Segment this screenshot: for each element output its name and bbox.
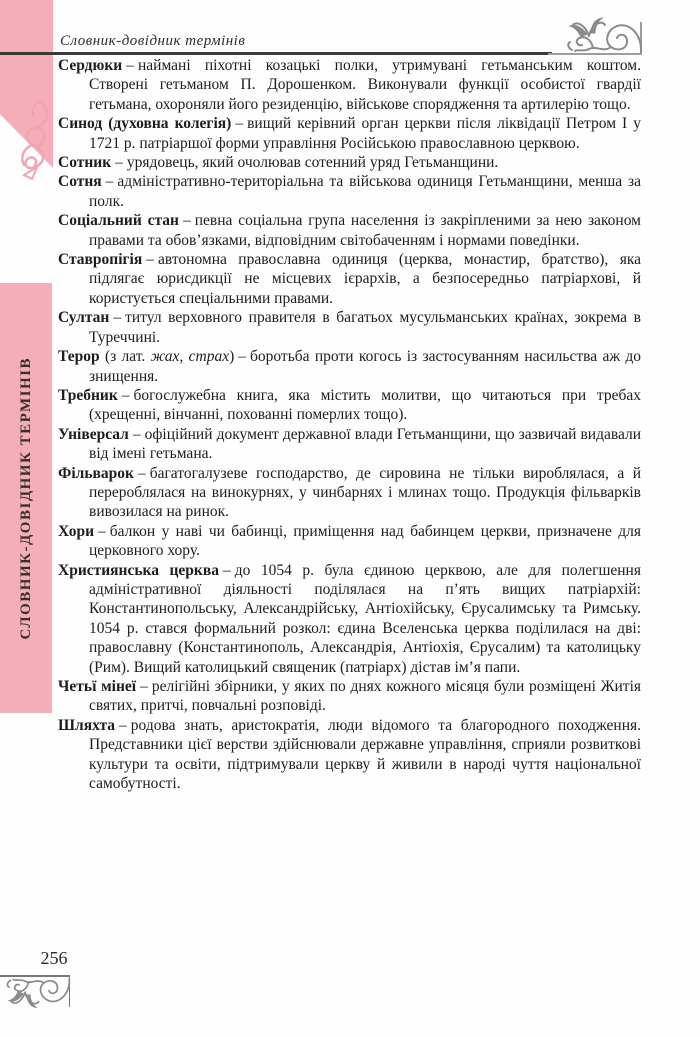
glossary-entry xyxy=(58,425,641,464)
spine-band xyxy=(0,283,52,713)
scroll-ornament-top-left-icon xyxy=(15,97,61,183)
glossary-entry xyxy=(58,522,641,561)
glossary-entry xyxy=(58,308,641,347)
entry-definition: певна соціальна група населення із закріпленими за нею законом правами та обов’язками, відповідним світобаченням і нормами поведінки. xyxy=(89,212,641,249)
glossary-entry xyxy=(58,716,641,794)
glossary-entry xyxy=(58,386,641,425)
entry-term: Сотня xyxy=(58,173,102,191)
entry-definition: автономна православна одиниця (церква, монастир, братство), яка підлягає юрисдикції не місцевих ієрархів, а безпосередньо патріархові, й користується спеціальними правами. xyxy=(89,251,641,307)
entry-definition: наймані піхотні козацькі полки, утримувані гетьманським коштом. Створені гетьманом П. Дорошенком. Виконували функції особистої гвардії гетьмана, охороняли його резиденцію, військове спорядження та артилерію тощо. xyxy=(89,57,641,113)
dash-separator: – xyxy=(113,309,122,327)
entry-term: Соціальний стан xyxy=(58,212,179,230)
entry-term: Требник xyxy=(58,386,118,404)
glossary-entry xyxy=(58,250,641,308)
entry-note-latin: жах, страх xyxy=(150,348,230,366)
dash-separator: – xyxy=(140,678,148,695)
entry-note-suffix: ) xyxy=(229,348,235,366)
glossary-entry xyxy=(58,561,641,677)
glossary-entry xyxy=(58,211,641,250)
entry-definition: богослужебна книга, яка містить молитви, що читаються при требах (хрещенні, вінчанні, похованні померлих тощо). xyxy=(89,386,641,424)
entry-term: Султан xyxy=(58,309,110,327)
running-header: Словник-довідник термінів xyxy=(60,33,246,49)
dash-separator: – xyxy=(182,212,191,230)
glossary-entry xyxy=(58,56,641,114)
glossary-entry xyxy=(58,677,641,716)
entry-definition: урядовець, який очолював сотенний уряд Гетьманщини. xyxy=(126,154,499,172)
entry-definition: релігійні збірники, у яких по днях кожного місяця були розміщені Житія святих, притчі, повчальні розповіді. xyxy=(89,678,642,715)
scroll-ornament-top-right-icon xyxy=(563,14,643,54)
entry-term: Сотник xyxy=(58,154,112,172)
dash-separator: – xyxy=(119,716,127,734)
glossary-entry xyxy=(58,464,641,522)
dash-separator: – xyxy=(146,251,155,269)
glossary-list xyxy=(58,56,641,793)
dash-separator: – xyxy=(132,425,141,443)
entry-term: Фільварок xyxy=(58,464,134,482)
dash-separator: – xyxy=(98,522,106,540)
dash-separator: – xyxy=(137,464,146,482)
entry-definition: багатогалузеве господарство, де сировина не тільки вироблялася, а й перероблялася на винокурнях, у чинбарнях і млинах тощо. Продукція фільварків вивозилася на ринок. xyxy=(89,464,641,521)
glossary-entry xyxy=(58,114,641,153)
entry-definition: адміністративно-територіальна та військова одиниця Гетьманщини, менша за полк. xyxy=(89,173,641,210)
entry-term: Універсал xyxy=(58,425,129,443)
entry-definition: титул верховного правителя в багатьох мусульманських країнах, зокрема в Туреччині. xyxy=(89,309,641,346)
dash-separator: – xyxy=(235,115,244,133)
header-rule xyxy=(0,52,552,55)
scroll-ornament-bottom-left-icon xyxy=(3,977,71,1011)
entry-term: Хори xyxy=(58,522,95,540)
spine-vertical-title: СЛОВНИК-ДОВІДНИК ТЕРМІНІВ xyxy=(17,356,34,640)
page-number: 256 xyxy=(40,948,68,968)
entry-term: Ставропігія xyxy=(58,251,143,269)
dash-separator: – xyxy=(121,386,130,404)
dash-separator: – xyxy=(222,561,231,579)
entry-definition: до 1054 р. була єдиною церквою, але для полегшення адміністративної діяльності поділялася на п’ять вищих патріархій: Константинопольську, Александрійську, Антіохійську, Єрусалимську та Римську. 1054 р. стався формальний розкол: єдина Вселенська церква поділилася на дві: православну (Константинополь, Александрія, Антіохія, Єрусалим) та католицьку (Рим). Вищий католицький священик (патріарх) дістав ім’я папи. xyxy=(89,561,641,676)
dash-separator: – xyxy=(105,173,114,191)
entry-term: Християнська церква xyxy=(58,561,219,579)
entry-note-prefix: (з лат. xyxy=(99,348,151,366)
entry-term: Сердюки xyxy=(58,57,123,74)
entry-definition: вищий керівний орган церкви після ліквідації Петром І у 1721 р. патріаршої форми управління Російською православною церквою. xyxy=(89,115,641,152)
dash-separator: – xyxy=(126,57,134,74)
entry-definition: родова знать, аристократія, люди відомого та благородного походження. Представники цієї верстви здійснювали державне управління, сприяли розвиткові культури та освіти, підтримували церкву й живили в народі чуття національної самобутності. xyxy=(89,716,641,793)
entry-definition: офіційний документ державної влади Гетьманщини, що зазвичай видавали від імені гетьмана. xyxy=(89,425,641,463)
glossary-entry xyxy=(58,153,641,172)
entry-term: Шляхта xyxy=(58,716,116,734)
entry-definition: боротьба проти когось із застосуванням насильства аж до знищення. xyxy=(89,348,641,385)
entry-definition: балкон у наві чи бабинці, приміщення над бабинцем церкви, призначене для церковного хору. xyxy=(89,522,641,560)
dash-separator: – xyxy=(115,154,123,172)
dash-separator: – xyxy=(238,348,246,366)
glossary-entry xyxy=(58,347,641,386)
entry-term: Синод (духовна колегія) xyxy=(58,115,232,133)
entry-term: Терор xyxy=(58,348,100,366)
entry-term: Четьї мінеї xyxy=(58,678,137,695)
glossary-entry xyxy=(58,172,641,211)
